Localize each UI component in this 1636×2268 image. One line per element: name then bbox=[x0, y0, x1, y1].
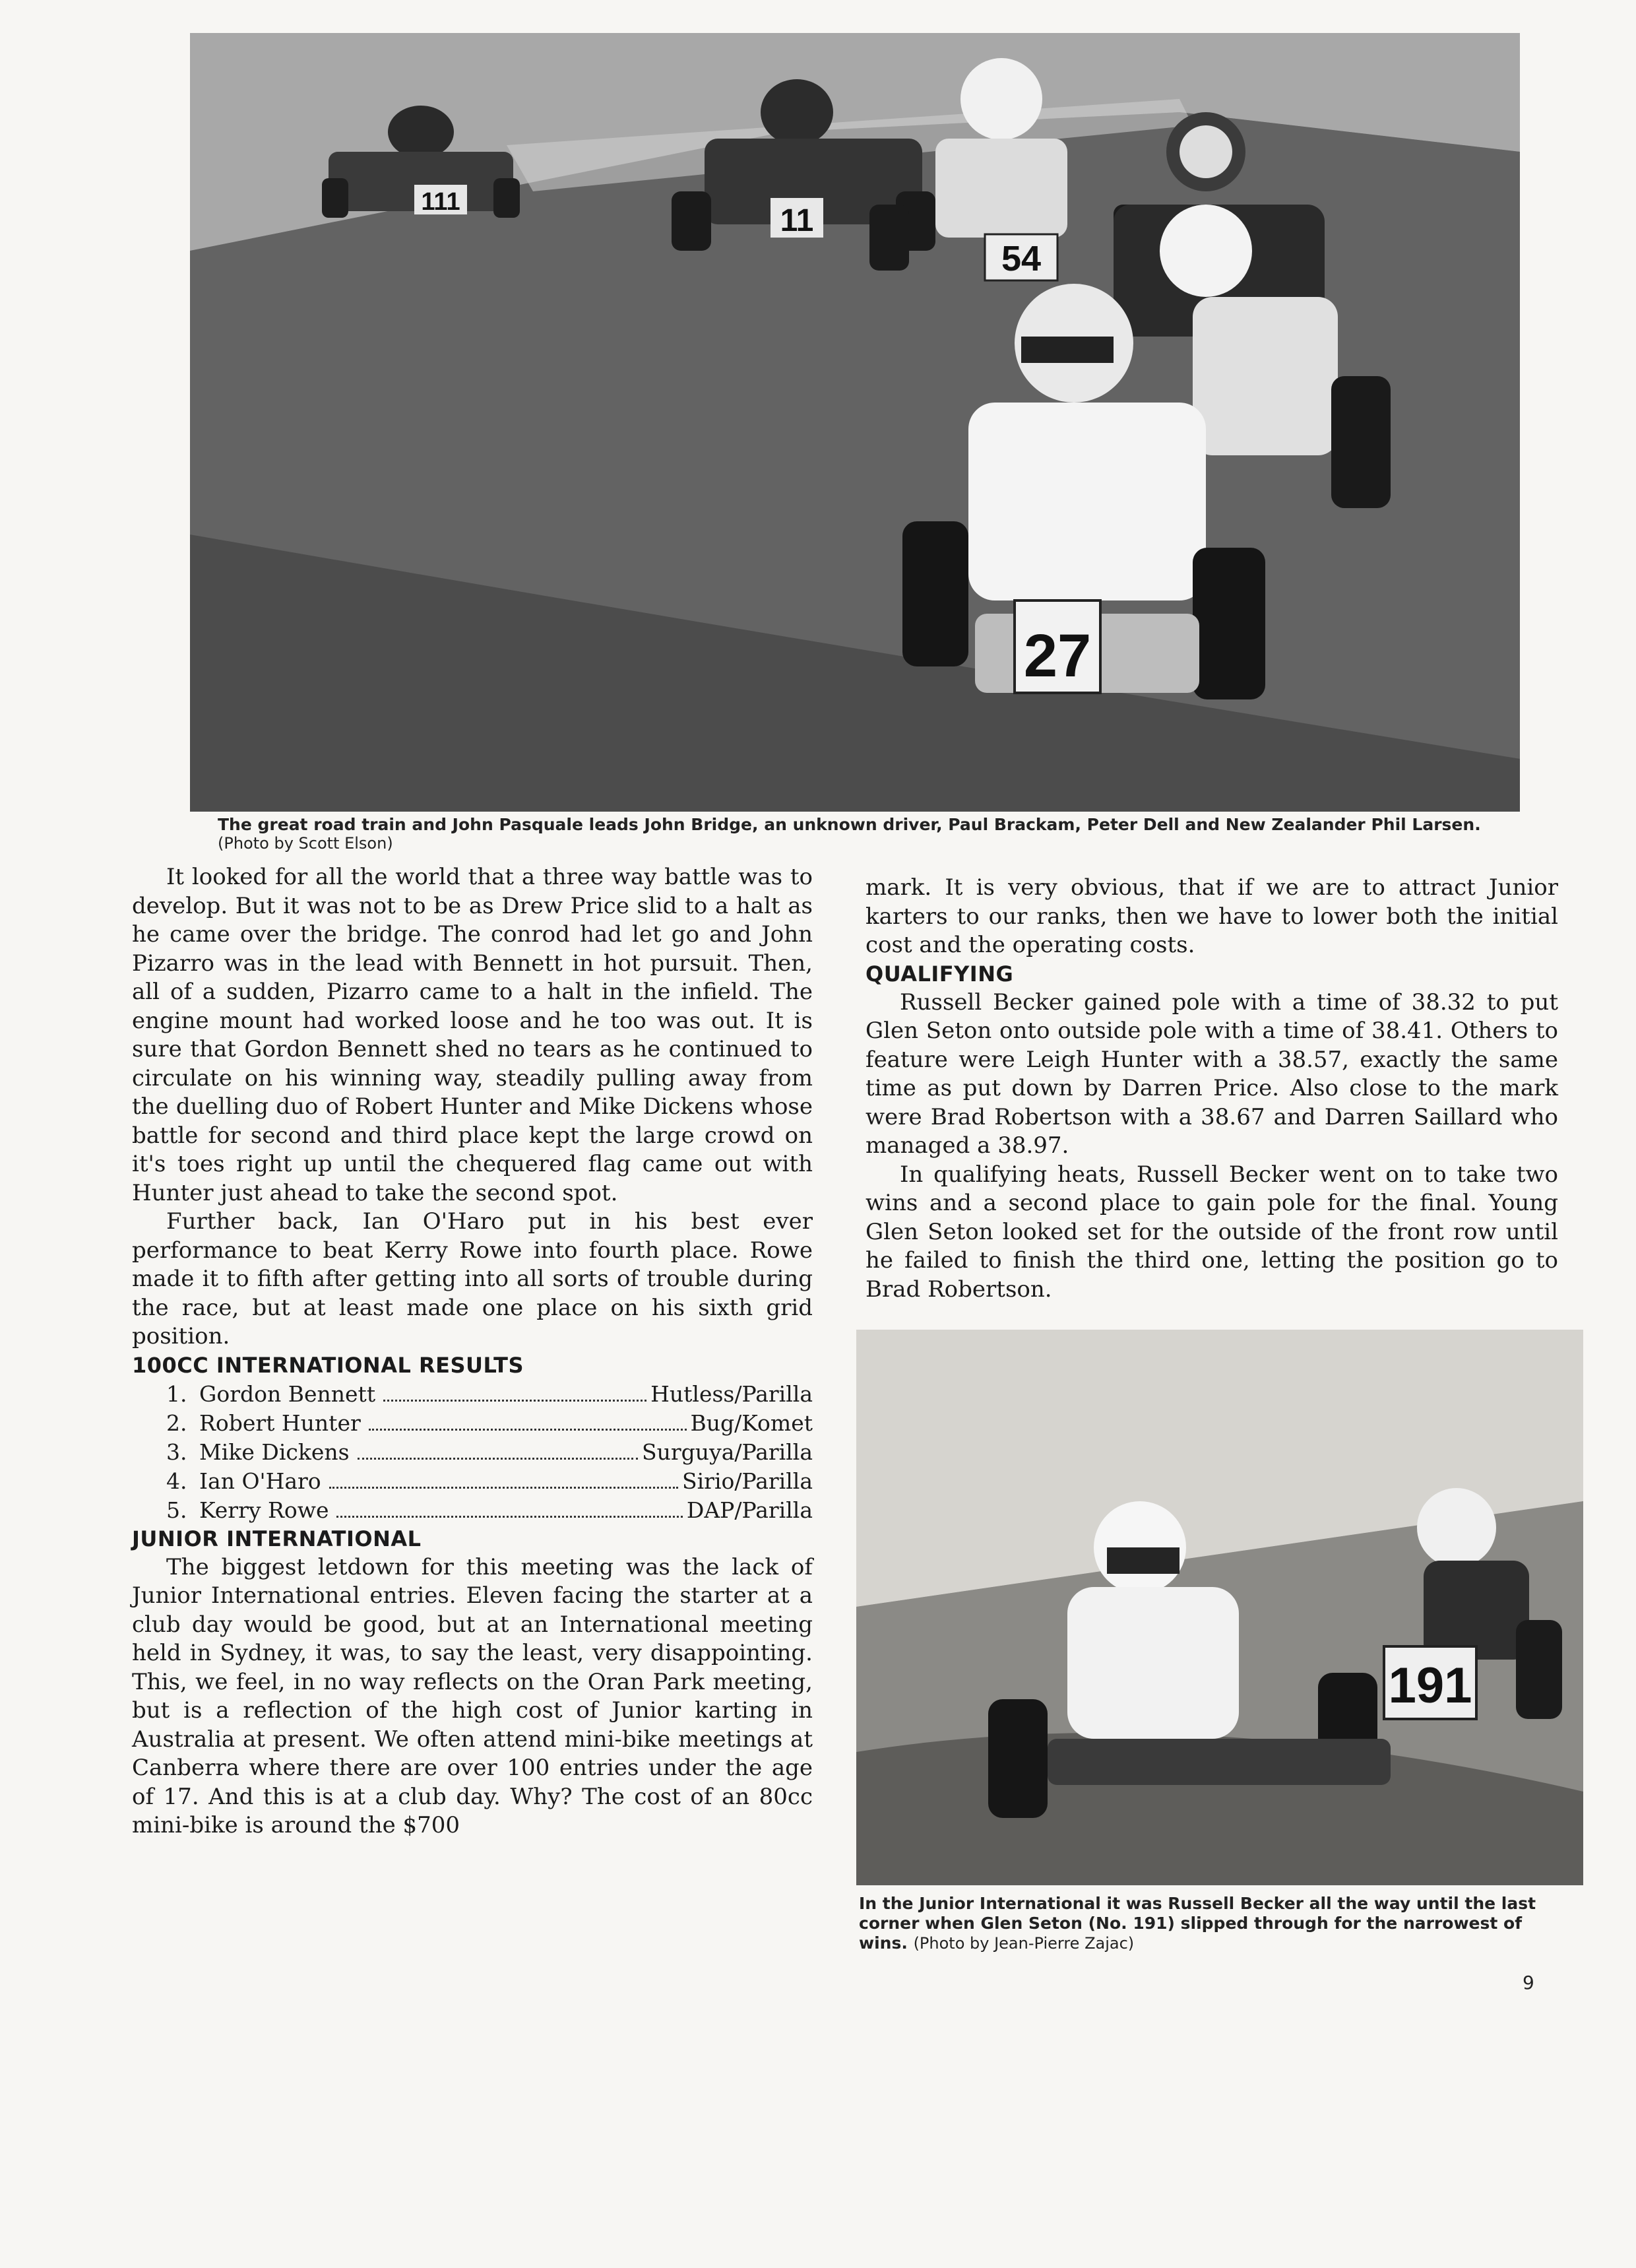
dot-leader bbox=[329, 1487, 678, 1489]
kart-number-54: 54 bbox=[1001, 239, 1042, 278]
karting-race-photo bbox=[190, 33, 1520, 812]
photo-credit: (Photo by Scott Elson) bbox=[218, 834, 393, 853]
kart-engine: DAP/Parilla bbox=[686, 1497, 813, 1523]
kart-number-191: 191 bbox=[1388, 1658, 1472, 1714]
left-column bbox=[132, 863, 813, 1840]
article-paragraph: mark. It is very obvious, that if we are to attract Junior karters to our ranks, then we have to lower both the initial cost and the operating costs. bbox=[865, 874, 1558, 958]
article-paragraph: It looked for all the world that a three way battle was to develop. But it was not to be as Drew Price slid to a halt as he came over the bridge. The conrod had let go and John Pizarro was in the lead with Bennett in hot pursuit. Then, all of a sudden, Pizarro came to a halt in the infield. The engine mount had worked loose and he too was out. It is sure that Gordon Bennett shed no tears as he continued to circulate on his winning way, steadily pulling away from the duelling duo of Robert Hunter and Mike Dickens whose battle for second and third place kept the large crowd on it's toes right up until the chequered flag came out with Hunter just ahead to take the second spot. bbox=[132, 864, 813, 1206]
kart-engine: Sirio/Parilla bbox=[682, 1468, 813, 1494]
result-row bbox=[132, 1438, 813, 1467]
results-list bbox=[132, 1380, 813, 1525]
karting-race-illustration bbox=[190, 33, 1520, 812]
driver-name: Robert Hunter bbox=[199, 1409, 361, 1436]
dot-leader bbox=[358, 1458, 638, 1460]
result-position: 5. bbox=[166, 1497, 187, 1523]
result-row bbox=[132, 1496, 813, 1525]
right-column bbox=[865, 874, 1558, 1304]
article-paragraph: In qualifying heats, Russell Becker went on to take two wins and a second place to gain pole for the final. Young Glen Seton looked set for the outside of the front row until he failed to finish the third one, letting the position go to Brad Robertson. bbox=[865, 1161, 1558, 1303]
result-position: 2. bbox=[166, 1409, 187, 1436]
top-photo-caption bbox=[218, 816, 1504, 853]
kart-engine: Surguya/Parilla bbox=[642, 1439, 813, 1465]
kart-engine: Hutless/Parilla bbox=[650, 1380, 813, 1407]
kart-engine: Bug/Komet bbox=[690, 1409, 813, 1436]
driver-name: Kerry Rowe bbox=[199, 1497, 329, 1523]
result-position: 1. bbox=[166, 1380, 187, 1407]
article-paragraph: The biggest letdown for this meeting was the lack of Junior International entries. Eleven facing the starter at a club day would be good, but at an International meeting held in Sydney, it was, to say the least, very disappointing. This, we feel, in no way reflects on the Oran Park meeting, but is a reflection of the high cost of Junior karting in Australia at present. We often attend mini-bike meetings at Canberra where there are over 100 entries under the age of 17. And this is at a club day. Why? The cost of an 80cc mini-bike is around the $700 bbox=[132, 1553, 813, 1838]
caption-text: In the Junior International it was Russell Becker all the way until the last corner when Glen Seton (No. 191) slipped through for the narrowest of wins. bbox=[859, 1894, 1536, 1953]
result-position: 3. bbox=[166, 1439, 187, 1465]
caption-text: The great road train and John Pasquale leads John Bridge, an unknown driver, Paul Brackam, Peter Dell and New Zealander Phil Larsen. bbox=[218, 815, 1481, 834]
article-paragraph: Russell Becker gained pole with a time of 38.32 to put Glen Seton onto outside pole with a time of 38.41. Others to feature were Leigh Hunter with a 38.57, exactly the same time as put down by Darren Price. Also close to the mark were Brad Robertson with a 38.67 and Darren Saillard who managed a 38.97. bbox=[865, 988, 1558, 1159]
driver-name: Gordon Bennett bbox=[199, 1380, 376, 1407]
dot-leader bbox=[336, 1516, 682, 1518]
qualifying-heading: QUALIFYING bbox=[865, 961, 1014, 987]
result-row bbox=[132, 1380, 813, 1409]
right-photo-caption bbox=[859, 1894, 1571, 1953]
junior-heading: JUNIOR INTERNATIONAL bbox=[132, 1526, 422, 1551]
result-row bbox=[132, 1467, 813, 1496]
dot-leader bbox=[369, 1429, 687, 1431]
photo-credit: (Photo by Jean-Pierre Zajac) bbox=[913, 1934, 1135, 1953]
kart-number-111: 111 bbox=[421, 188, 460, 216]
page-number: 9 bbox=[1523, 1972, 1534, 1993]
result-position: 4. bbox=[166, 1468, 187, 1494]
kart-number-11: 11 bbox=[780, 203, 814, 238]
junior-race-illustration bbox=[856, 1330, 1583, 1885]
driver-name: Mike Dickens bbox=[199, 1439, 350, 1465]
junior-race-photo bbox=[856, 1330, 1583, 1885]
article-paragraph: Further back, Ian O'Haro put in his best ever performance to beat Kerry Rowe into fourth place. Rowe made it to fifth after getting into all sorts of trouble during the race, but at least made one place on his sixth grid position. bbox=[132, 1208, 813, 1349]
results-heading: 100CC INTERNATIONAL RESULTS bbox=[132, 1352, 524, 1378]
driver-name: Ian O'Haro bbox=[199, 1468, 321, 1494]
result-row bbox=[132, 1409, 813, 1438]
dot-leader bbox=[383, 1400, 646, 1402]
kart-number-27: 27 bbox=[1023, 622, 1092, 690]
